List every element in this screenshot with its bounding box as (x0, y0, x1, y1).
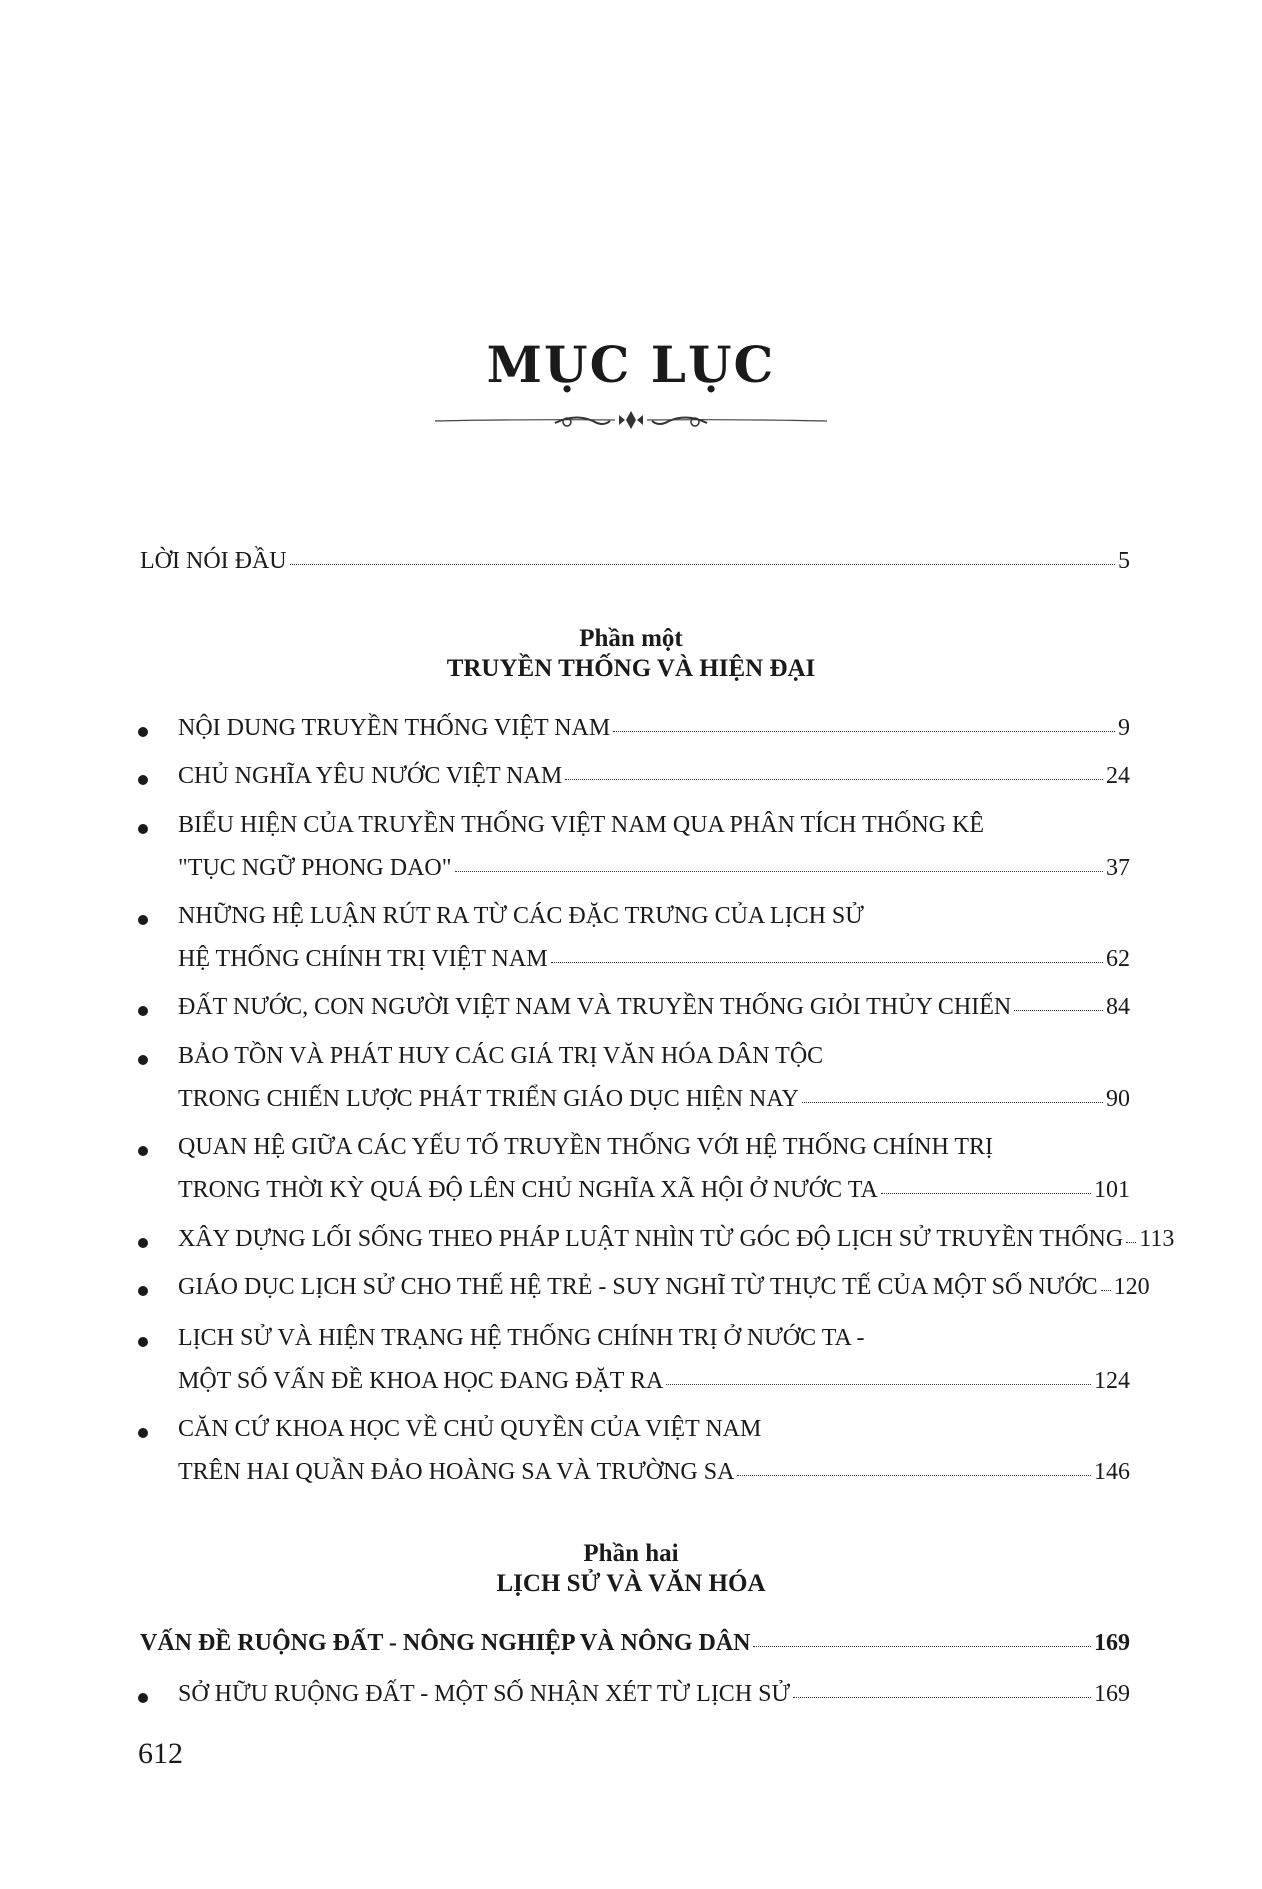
bullet-icon (138, 1146, 148, 1156)
toc-entry-page: 37 (1106, 855, 1130, 881)
part1-subtitle: TRUYỀN THỐNG VÀ HIỆN ĐẠI (446, 655, 816, 682)
toc-entry[interactable] (178, 1681, 1130, 1717)
toc-entry-page: 24 (1106, 763, 1130, 789)
bullet-icon (138, 775, 148, 785)
toc-entry[interactable] (178, 855, 1130, 891)
toc-entry-label: "TỤC NGỮ PHONG DAO" (178, 855, 452, 881)
toc-entry[interactable] (178, 1274, 1150, 1310)
part2-heading: Phần hai (583, 1540, 679, 1567)
dot-leader (1014, 1010, 1103, 1011)
bullet-icon (138, 1337, 148, 1347)
dot-leader (793, 1697, 1091, 1698)
toc-entry-preface[interactable] (140, 548, 1130, 584)
toc-entry-label: SỞ HỮU RUỘNG ĐẤT - MỘT SỐ NHẬN XÉT TỪ LỊCH SỬ (178, 1681, 791, 1707)
page-title: MỤC LỤC (486, 335, 776, 394)
toc-entry-label: XÂY DỰNG LỐI SỐNG THEO PHÁP LUẬT NHÌN TỪ GÓC ĐỘ LỊCH SỬ TRUYỀN THỐNG (178, 1226, 1124, 1252)
toc-entry[interactable] (178, 1459, 1130, 1495)
toc-entry-line: BIỂU HIỆN CỦA TRUYỀN THỐNG VIỆT NAM QUA PHÂN TÍCH THỐNG KÊ (178, 812, 985, 838)
toc-entry-line: LỊCH SỬ VÀ HIỆN TRẠNG HỆ THỐNG CHÍNH TRỊ Ở NƯỚC TA - (178, 1325, 865, 1351)
bullet-icon (138, 915, 148, 925)
dot-leader (666, 1384, 1091, 1385)
bullet-icon (138, 1006, 148, 1016)
toc-entry-page: 101 (1094, 1177, 1130, 1203)
bullet-icon (138, 1238, 148, 1248)
toc-entry-label: NỘI DUNG TRUYỀN THỐNG VIỆT NAM (178, 715, 611, 741)
dot-leader (1101, 1290, 1111, 1291)
dot-leader (1126, 1242, 1136, 1243)
toc-entry-page: 124 (1094, 1368, 1130, 1394)
ornament-divider (435, 403, 827, 439)
toc-entry-line: QUAN HỆ GIỮA CÁC YẾU TỐ TRUYỀN THỐNG VỚI HỆ THỐNG CHÍNH TRỊ (178, 1134, 994, 1160)
toc-entry-label: VẤN ĐỀ RUỘNG ĐẤT - NÔNG NGHIỆP VÀ NÔNG DÂN (140, 1630, 751, 1656)
toc-entry-label: GIÁO DỤC LỊCH SỬ CHO THẾ HỆ TRẺ - SUY NGHĨ TỪ THỰC TẾ CỦA MỘT SỐ NƯỚC (178, 1274, 1098, 1300)
toc-entry-label: MỘT SỐ VẤN ĐỀ KHOA HỌC ĐANG ĐẶT RA (178, 1368, 664, 1394)
bullet-icon (138, 1428, 148, 1438)
toc-entry[interactable] (178, 994, 1130, 1030)
dot-leader (881, 1193, 1091, 1194)
toc-entry-line: NHỮNG HỆ LUẬN RÚT RA TỪ CÁC ĐẶC TRƯNG CỦA LỊCH SỬ (178, 903, 864, 929)
dot-leader (455, 871, 1103, 872)
toc-entry-page: 9 (1118, 715, 1130, 741)
bullet-icon (138, 727, 148, 737)
toc-entry[interactable] (178, 763, 1130, 799)
dot-leader (737, 1475, 1091, 1476)
toc-entry-page: 113 (1139, 1226, 1175, 1252)
toc-section-land[interactable] (140, 1630, 1130, 1666)
dot-leader (565, 779, 1103, 780)
dot-leader (290, 564, 1115, 565)
toc-entry-label: HỆ THỐNG CHÍNH TRỊ VIỆT NAM (178, 946, 548, 972)
toc-entry-line: CĂN CỨ KHOA HỌC VỀ CHỦ QUYỀN CỦA VIỆT NAM (178, 1416, 762, 1442)
toc-entry-label: ĐẤT NƯỚC, CON NGƯỜI VIỆT NAM VÀ TRUYỀN THỐNG GIỎI THỦY CHIẾN (178, 994, 1012, 1020)
part1-heading: Phần một (579, 625, 683, 652)
page-number: 612 (138, 1737, 183, 1770)
dot-leader (802, 1102, 1103, 1103)
bullet-icon (138, 1286, 148, 1296)
dot-leader (551, 962, 1103, 963)
toc-entry[interactable] (178, 946, 1130, 982)
toc-entry-label: CHỦ NGHĨA YÊU NƯỚC VIỆT NAM (178, 763, 563, 789)
toc-entry-label: TRONG CHIẾN LƯỢC PHÁT TRIỂN GIÁO DỤC HIỆN NAY (178, 1086, 799, 1112)
toc-entry[interactable] (178, 1177, 1130, 1213)
toc-entry-page: 169 (1094, 1630, 1130, 1656)
toc-entry-page: 90 (1106, 1086, 1130, 1112)
part2-subtitle: LỊCH SỬ VÀ VĂN HÓA (496, 1570, 766, 1597)
dot-leader (753, 1646, 1091, 1647)
bullet-icon (138, 1055, 148, 1065)
toc-entry-page: 84 (1106, 994, 1130, 1020)
bullet-icon (138, 1693, 148, 1703)
toc-entry-label: TRÊN HAI QUẦN ĐẢO HOÀNG SA VÀ TRƯỜNG SA (178, 1459, 735, 1485)
toc-entry[interactable] (178, 1086, 1130, 1122)
toc-entry-page: 146 (1094, 1459, 1130, 1485)
toc-entry-page: 62 (1106, 946, 1130, 972)
toc-entry[interactable] (178, 715, 1130, 751)
dot-leader (613, 731, 1115, 732)
toc-entry-label: TRONG THỜI KỲ QUÁ ĐỘ LÊN CHỦ NGHĨA XÃ HỘI Ở NƯỚC TA (178, 1177, 878, 1203)
toc-entry-page: 5 (1118, 548, 1130, 574)
toc-entry-page: 169 (1094, 1681, 1130, 1707)
toc-entry[interactable] (178, 1368, 1130, 1404)
toc-entry-label: LỜI NÓI ĐẦU (140, 548, 287, 574)
toc-entry[interactable] (178, 1226, 1175, 1262)
toc-entry-page: 120 (1113, 1274, 1150, 1300)
toc-entry-line: BẢO TỒN VÀ PHÁT HUY CÁC GIÁ TRỊ VĂN HÓA DÂN TỘC (178, 1043, 824, 1069)
bullet-icon (138, 824, 148, 834)
